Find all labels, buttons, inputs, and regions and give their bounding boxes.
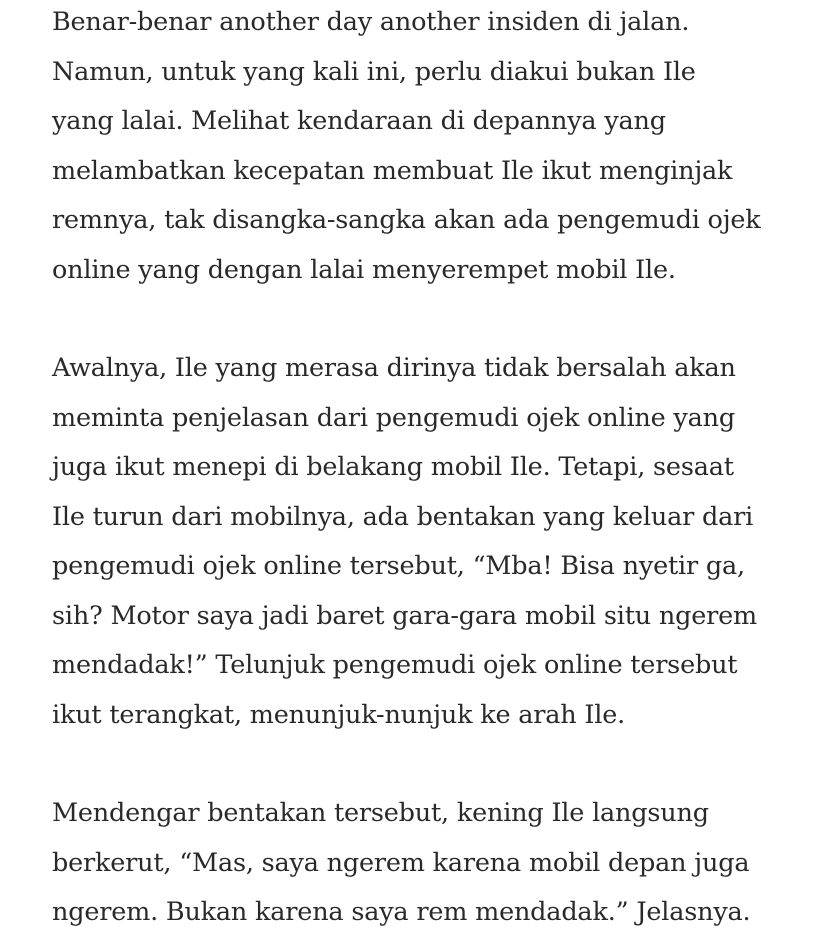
text-line: ikut terangkat, menunjuk-nunjuk ke arah Ile.	[52, 699, 626, 730]
text-line: online yang dengan lalai menyerempet mobil Ile.	[52, 254, 676, 285]
text-line: Namun, untuk yang kali ini, perlu diakui bukan Ile	[52, 56, 696, 87]
paragraph-3	[52, 789, 750, 938]
text-line: Awalnya, Ile yang merasa dirinya tidak bersalah akan	[52, 353, 736, 383]
text-line: meminta penjelasan dari pengemudi ojek online yang	[52, 402, 735, 433]
text-line: Ile turun dari mobilnya, ada bentakan yang keluar dari	[52, 501, 754, 532]
text-line: yang lalai. Melihat kendaraan di depannya yang	[52, 106, 666, 136]
text-line: mendadak!” Telunjuk pengemudi ojek online tersebut	[52, 650, 738, 680]
text-line: juga ikut menepi di belakang mobil Ile. Tetapi, sesaat	[52, 452, 734, 482]
text-line: sih? Motor saya jadi baret gara-gara mobil situ ngerem	[52, 600, 758, 631]
text-line: remnya, tak disangka-sangka akan ada pengemudi ojek	[52, 205, 761, 235]
text-line: berkerut, “Mas, saya ngerem karena mobil depan juga	[52, 847, 750, 878]
text-line: pengemudi ojek online tersebut, “Mba! Bisa nyetir ga,	[52, 551, 745, 581]
text-line: melambatkan kecepatan membuat Ile ikut menginjak	[52, 155, 733, 186]
text-line: ngerem. Bukan karena saya rem mendadak.” Jelasnya.	[52, 897, 751, 927]
text-line: Benar-benar another day another insiden di jalan.	[52, 7, 690, 37]
paragraph-2	[52, 344, 757, 740]
paragraph-1	[52, 0, 761, 295]
text-line: Mendengar bentakan tersebut, kening Ile langsung	[52, 798, 709, 828]
